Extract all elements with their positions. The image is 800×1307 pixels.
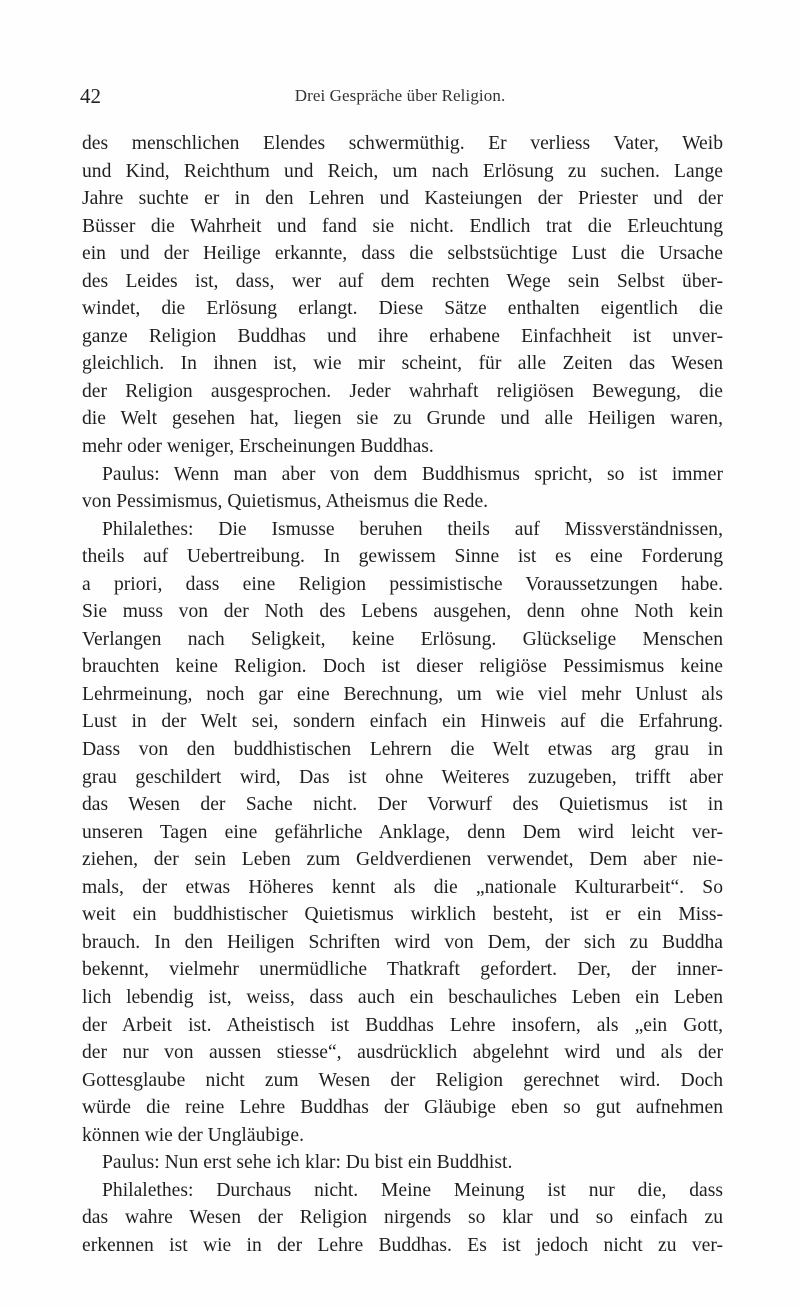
text-line: Büsser die Wahrheit und fand sie nicht. Endlich trat die Erleuchtung: [82, 215, 723, 237]
text-line: des menschlichen Elendes schwermüthig. Er verliess Vater, Weib: [82, 133, 723, 154]
text-line: des Leides ist, dass, wer auf dem rechten Wege sein Selbst über-: [82, 270, 723, 292]
text-line: unseren Tagen eine gefährliche Anklage, denn Dem wird leicht ver-: [82, 821, 723, 843]
text-line: das wahre Wesen der Religion nirgends so klar und so einfach zu: [82, 1207, 723, 1229]
text-line: brauch. In den Heiligen Schriften wird von Dem, der sich zu Buddha: [82, 931, 723, 953]
text-line: der nur von aussen stiesse“, ausdrücklich abgelehnt wird und als der: [82, 1042, 723, 1064]
text-line: Verlangen nach Seligkeit, keine Erlösung. Glückselige Menschen: [82, 628, 723, 650]
text-line: Sie muss von der Noth des Lebens ausgehen, denn ohne Noth kein: [82, 601, 723, 623]
text-line: gleichlich. In ihnen ist, wie mir scheint, für alle Zeiten das Wesen: [82, 353, 723, 375]
text-line: Dass von den buddhistischen Lehrern die Welt etwas arg grau in: [82, 739, 723, 761]
text-line: können wie der Ungläubige.: [82, 1124, 304, 1146]
text-line: brauchten keine Religion. Doch ist dieser religiöse Pessimismus keine: [82, 656, 723, 678]
text-line: Paulus: Nun erst sehe ich klar: Du bist ein Buddhist.: [102, 1152, 513, 1174]
page-number: 42: [80, 84, 101, 108]
running-title: Drei Gespräche über Religion.: [294, 86, 506, 105]
text-line: ein und der Heilige erkannte, dass die selbstsüchtige Lust die Ursache: [82, 243, 723, 265]
text-line: die Welt gesehen hat, liegen sie zu Grunde und alle Heiligen waren,: [82, 408, 723, 430]
text-line: weit ein buddhistischer Quietismus wirklich besteht, ist er ein Miss-: [82, 904, 723, 926]
text-line: mehr oder weniger, Erscheinungen Buddhas.: [82, 436, 434, 458]
text-line: Lust in der Welt sei, sondern einfach ein Hinweis auf die Erfahrung.: [82, 711, 723, 733]
text-line: grau geschildert wird, Das ist ohne Weiteres zuzugeben, trifft aber: [82, 766, 723, 788]
body-text: [82, 130, 723, 1259]
text-line: und Kind, Reichthum und Reich, um nach Erlösung zu suchen. Lange: [82, 160, 723, 182]
text-line: mals, der etwas Höheres kennt als die „nationale Kulturarbeit“. So: [82, 876, 723, 898]
text-line: der Arbeit ist. Atheistisch ist Buddhas Lehre insofern, als „ein Gott,: [82, 1014, 723, 1036]
text-line: Philalethes: Die Ismusse beruhen theils auf Missverständnissen,: [102, 518, 723, 540]
text-line: das Wesen der Sache nicht. Der Vorwurf des Quietismus ist in: [82, 794, 723, 816]
text-line: ziehen, der sein Leben zum Geldverdienen verwendet, Dem aber nie-: [82, 849, 723, 871]
text-line: Gottesglaube nicht zum Wesen der Religion gerechnet wird. Doch: [82, 1069, 723, 1091]
page-header: [80, 84, 720, 114]
text-line: Jahre suchte er in den Lehren und Kasteiungen der Priester und der: [82, 188, 723, 210]
text-line: ganze Religion Buddhas und ihre erhabene Einfachheit ist unver-: [82, 325, 723, 347]
text-line: Philalethes: Durchaus nicht. Meine Meinung ist nur die, dass: [102, 1179, 723, 1201]
text-line: theils auf Uebertreibung. In gewissem Sinne ist es eine Forderung: [82, 546, 723, 568]
text-line: windet, die Erlösung erlangt. Diese Sätze enthalten eigentlich die: [82, 298, 723, 320]
text-line: Paulus: Wenn man aber von dem Buddhismus spricht, so ist immer: [102, 463, 723, 485]
text-line: der Religion ausgesprochen. Jeder wahrhaft religiösen Bewegung, die: [82, 380, 723, 402]
text-line: von Pessimismus, Quietismus, Atheismus die Rede.: [82, 491, 489, 513]
text-line: Lehrmeinung, noch gar eine Berechnung, um wie viel mehr Unlust als: [82, 683, 723, 705]
text-line: würde die reine Lehre Buddhas der Gläubige eben so gut aufnehmen: [82, 1097, 723, 1119]
text-line: bekennt, vielmehr unermüdliche Thatkraft gefordert. Der, der inner-: [82, 959, 723, 981]
text-line: a priori, dass eine Religion pessimistische Voraussetzungen habe.: [82, 573, 723, 595]
text-line: lich lebendig ist, weiss, dass auch ein beschauliches Leben ein Leben: [82, 986, 723, 1008]
text-line: erkennen ist wie in der Lehre Buddhas. Es ist jedoch nicht zu ver-: [82, 1234, 723, 1256]
